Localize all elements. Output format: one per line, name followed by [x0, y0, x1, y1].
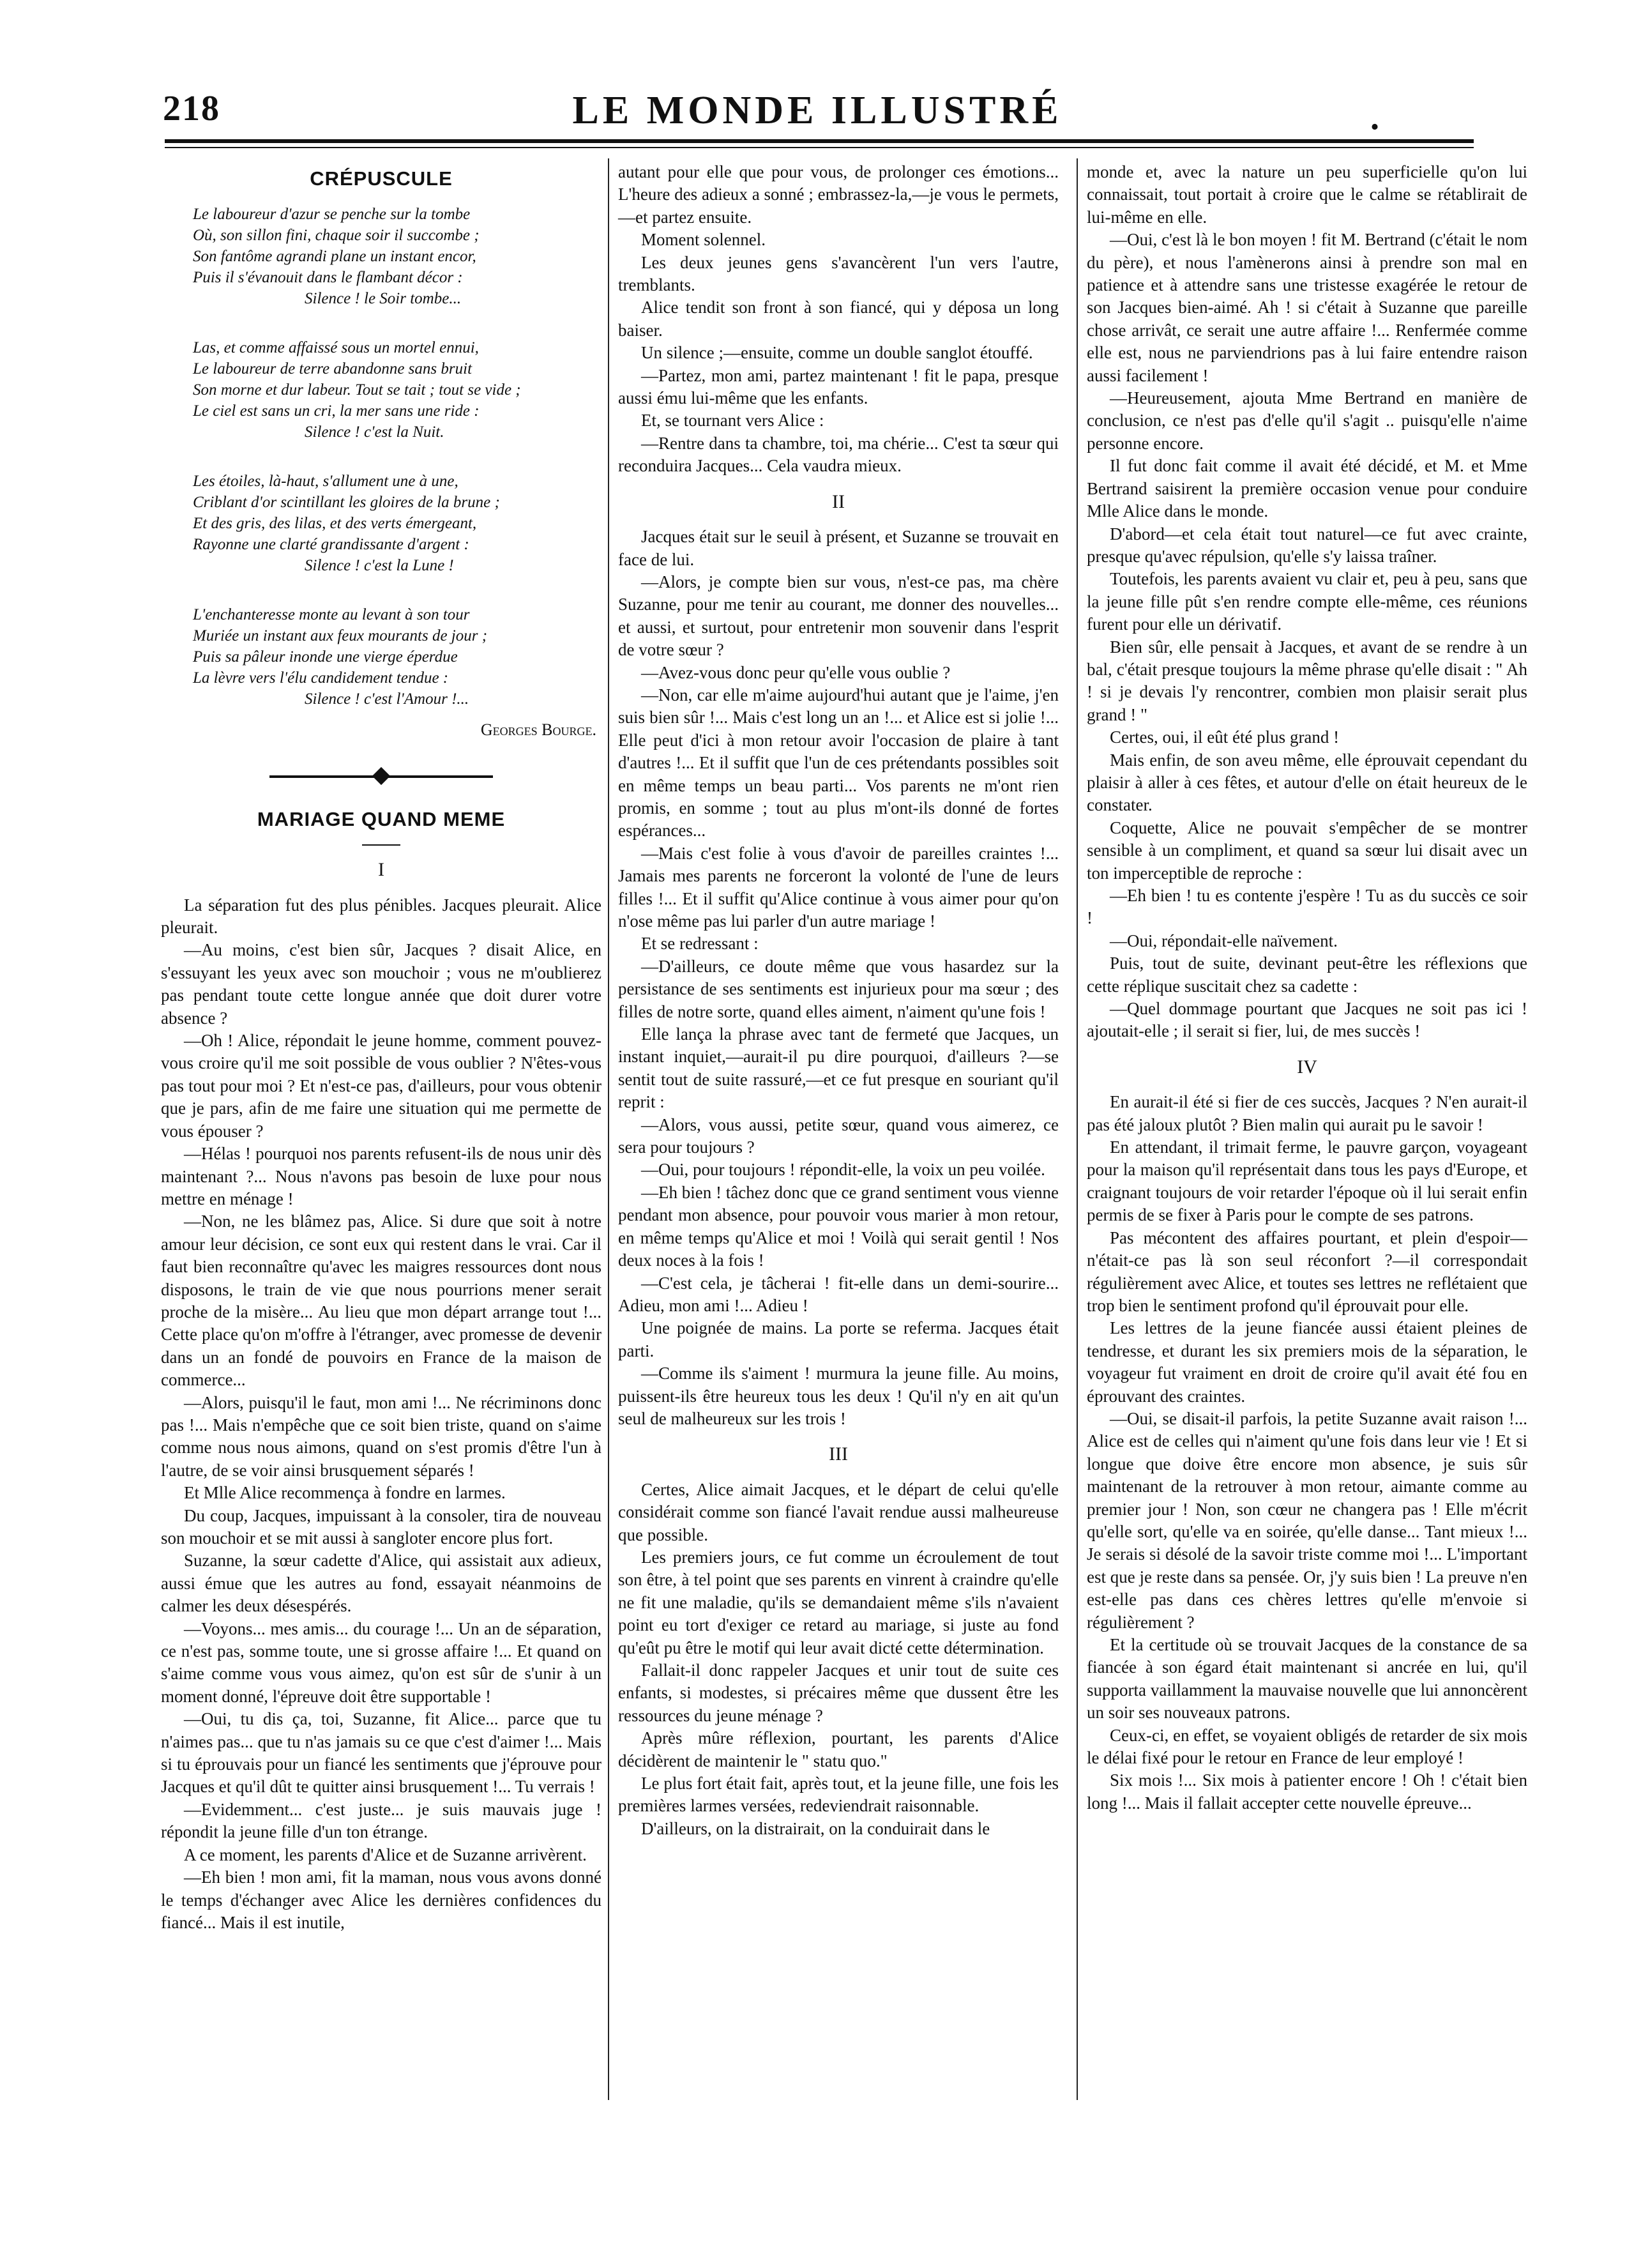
poem-line: Silence ! c'est la Nuit.: [305, 423, 444, 441]
poem-line: Son morne et dur labeur. Tout se tait ; tout se vide ;: [193, 381, 521, 399]
poem-line: Silence ! le Soir tombe...: [305, 290, 462, 308]
paragraph: Du coup, Jacques, impuissant à la consoler, tira de nouveau son mouchoir et se mit aussi à sangloter encore plus fort.: [161, 1505, 601, 1548]
poem-line: Où, son sillon fini, chaque soir il succombe ;: [193, 227, 480, 245]
paragraph: Alice tendit son front à son fiancé, qui y déposa un long baiser.: [618, 298, 1059, 340]
paragraph: Une poignée de mains. La porte se referma. Jacques était parti.: [618, 1318, 1059, 1360]
paragraph: Et, se tournant vers Alice :: [641, 411, 824, 430]
poem-line: Le laboureur de terre abandonne sans bruit: [193, 360, 473, 378]
paragraph: Elle lança la phrase avec tant de fermeté que Jacques, un instant inquiet,—aurait-il pu dire pourquoi, d'ailleurs ?—se sentit tout de suite rassuré,—et ce fut presque en souriant qu'il reprit :: [618, 1024, 1059, 1112]
column-separator: [1077, 158, 1078, 2100]
paragraph: —Rentre dans ta chambre, toi, ma chérie... C'est ta sœur qui reconduira Jacques... Cela vaudra mieux.: [618, 433, 1059, 476]
paragraph: —Non, car elle m'aime aujourd'hui autant que je l'aime, j'en suis bien sûr !... Mais c'est long un an !... et Alice est si jolie !... Elle peut d'ici à mon retour avoir l'occasion de plaire à tant d'autres !... Et il suffit que l'un de ces prétendants possibles soit en même temps un beau parti... Vos parents ne m'ont rien promis, en somme ; tout au plus m'ont-ils donné de fortes espérances...: [618, 685, 1059, 841]
paragraph: —Au moins, c'est bien sûr, Jacques ? disait Alice, en s'essuyant les yeux avec son mouchoir ; vous ne m'oublierez pas pendant toute cette longue année que doit durer votre absence ?: [161, 940, 601, 1028]
paragraph: Le plus fort était fait, après tout, et la jeune fille, une fois les premières larmes versées, redeviendrait raisonnable.: [618, 1774, 1059, 1816]
paragraph: Un silence ;—ensuite, comme un double sanglot étouffé.: [641, 343, 1033, 363]
poem-body: [193, 204, 601, 710]
poem-stanza: [193, 604, 601, 710]
paragraph: —Oui, répondait-elle naïvement.: [1110, 931, 1338, 950]
header-rule-thin: [165, 147, 1474, 148]
story-text: [1087, 1091, 1527, 1815]
section-heading: IV: [1297, 1056, 1317, 1077]
paragraph: En aurait-il été si fier de ces succès, Jacques ? N'en aurait-il pas été jaloux plutôt ? Bien malin qui aurait pu le savoir !: [1087, 1092, 1527, 1134]
paragraph: —Oui, pour toujours ! répondit-elle, la voix un peu voilée.: [641, 1160, 1045, 1180]
column-1: [161, 161, 601, 1934]
paragraph: —Alors, je compte bien sur vous, n'est-ce pas, ma chère Suzanne, pour me tenir au courant, me donner des nouvelles... et aussi, et surtout, pour entretenir mon souvenir dans l'esprit de votre sœur ?: [618, 572, 1059, 660]
poem-title: CRÉPUSCULE: [310, 167, 453, 190]
paragraph: La séparation fut des plus pénibles. Jacques pleurait. Alice pleurait.: [161, 895, 601, 938]
paragraph: Les lettres de la jeune fiancée aussi étaient pleines de tendresse, et durant les six premiers mois de la séparation, le voyageur fut vraiment en droit de croire qu'il avait été fou en éprouvant des craintes.: [1087, 1318, 1527, 1406]
paragraph: monde et, avec la nature un peu superficielle qu'on lui connaissait, tout portait à croire que le calme se rétablirait de lui-même en elle.: [1087, 162, 1527, 227]
page-number: 218: [163, 89, 220, 128]
paragraph: —Eh bien ! tâchez donc que ce grand sentiment vous vienne pendant mon absence, pour pouvoir vous marier à mon retour, en même temps qu'Alice et moi ! Voilà qui serait gentil ! Nos deux noces à la fois !: [618, 1182, 1059, 1270]
paragraph: A ce moment, les parents d'Alice et de Suzanne arrivèrent.: [184, 1845, 587, 1864]
paragraph: —Comme ils s'aiment ! murmura la jeune fille. Au moins, puissent-ils être heureux tous les deux ! Qu'il n'y en ait qu'un seul de malheureux sur les trois !: [618, 1364, 1059, 1428]
header-dot: .: [1370, 98, 1379, 137]
poem-stanza: [193, 204, 601, 309]
paragraph: D'ailleurs, on la distrairait, on la conduirait dans le: [641, 1818, 990, 1838]
paragraph: —Heureusement, ajouta Mme Bertrand en manière de conclusion, ce n'est pas d'elle qu'il s'agit .. puisqu'elle n'aime personne encore.: [1087, 388, 1527, 453]
paragraph: Fallait-il donc rappeler Jacques et unir tout de suite ces enfants, si modestes, si précaires même que dussent être les ressources du jeune ménage ?: [618, 1661, 1059, 1725]
paragraph: Bien sûr, elle pensait à Jacques, et avant de se rendre à un bal, c'était presque toujours la même phrase qu'elle disait : " Ah ! si je devais l'y rencontrer, combien mon plaisir serait plus grand ! ": [1087, 637, 1527, 724]
column-3: [1087, 161, 1527, 1815]
poem-stanza: [193, 471, 601, 576]
paragraph: —Evidemment... c'est juste... je suis mauvais juge ! répondit la jeune fille d'un ton étrange.: [161, 1799, 601, 1842]
poem-line: Silence ! c'est l'Amour !...: [305, 690, 469, 708]
paragraph: Coquette, Alice ne pouvait s'empêcher de se montrer sensible à un compliment, et quand sa sœur lui disait avec un ton imperceptible de reproche :: [1087, 818, 1527, 883]
story-title: MARIAGE QUAND MEME: [257, 807, 506, 830]
paragraph: Les premiers jours, ce fut comme un écroulement de tout son être, à tel point que ses parents en vinrent à craindre qu'elle ne fit une maladie, qu'ils se demandaient même s'ils n'avaient point eu tort d'exiger ce retard au mariage, si juste au fond qu'eût pu être le motif qui leur avait dicté cette détermination.: [618, 1547, 1059, 1657]
paragraph: —Oh ! Alice, répondait le jeune homme, comment pouvez-vous croire qu'il me soit possible de vous oublier ? N'êtes-vous pas tout pour moi ? Et n'est-ce pas, d'ailleurs, pour vous obtenir que je pars, afin de me faire une situation qui me permette de vous épouser ?: [161, 1031, 601, 1141]
paragraph: Et la certitude où se trouvait Jacques de la constance de sa fiancée à son égard était maintenant si ancrée en lui, qu'il supporta vaillamment la mauvaise nouvelle que lui annoncèrent un soir ses nouveaux patrons.: [1087, 1635, 1527, 1723]
paragraph: Et Mlle Alice recommença à fondre en larmes.: [184, 1483, 506, 1503]
poem-line: Puis il s'évanouit dans le flambant décor :: [193, 269, 463, 287]
section-heading: I: [378, 859, 384, 881]
paragraph: Mais enfin, de son aveu même, elle éprouvait cependant du plaisir à aller à ces fêtes, et autour d'elle on était heureux de le constater.: [1087, 750, 1527, 815]
paragraph: Six mois !... Six mois à patienter encore ! Oh ! c'était bien long !... Mais il fallait accepter cette nouvelle épreuve...: [1087, 1770, 1527, 1813]
paragraph: Pas mécontent des affaires pourtant, et plein d'espoir—n'était-ce pas là son seul réconfort ?—il correspondait régulièrement avec Alice, et toutes ses lettres ne reflétaient que trop bien le sentiment profond qu'il éprouvait pour elle.: [1087, 1228, 1527, 1315]
paragraph: —Oui, tu dis ça, toi, Suzanne, fit Alice... parce que tu n'aimes pas... que tu n'as jamais su ce que c'est d'aimer !... Mais si tu éprouvais pour un fiancé les sentiments que j'éprouve pour Jacques et qu'il dût te quitter ainsi brusquement !... Tu verrais !: [161, 1709, 601, 1797]
poem-line: Et des gris, des lilas, et des verts émergeant,: [193, 515, 477, 533]
paragraph: —C'est cela, je tâcherai ! fit-elle dans un demi-sourire... Adieu, mon ami !... Adieu !: [618, 1273, 1059, 1315]
paragraph: Certes, Alice aimait Jacques, et le départ de celui qu'elle considérait comme son fiancé l'avait rendue aussi malheureuse que possible.: [618, 1479, 1059, 1544]
paragraph: Puis, tout de suite, devinant peut-être les réflexions que cette réplique suscitait chez sa cadette :: [1087, 954, 1527, 996]
column-2: [618, 161, 1059, 1840]
page-header: [163, 88, 1472, 146]
poem-line: Puis sa pâleur inonde une vierge éperdue: [193, 648, 458, 666]
paragraph: —Alors, vous aussi, petite sœur, quand vous aimerez, ce sera pour toujours ?: [618, 1115, 1059, 1157]
paragraph: —Hélas ! pourquoi nos parents refusent-ils de nous unir dès maintenant ?... Nous n'avons pas besoin de luxe pour nous mettre en ménage !: [161, 1144, 601, 1208]
story-text: [618, 161, 1059, 478]
paragraph: —Alors, puisqu'il le faut, mon ami !... Ne récriminons donc pas !... Mais n'empêche que ce soit bien triste, quand on s'aime comme nous nous aimons, quand on s'est promis d'être l'un à l'autre, de se voir ainsi brusquement séparés !: [161, 1392, 601, 1480]
poem-line: Muriée un instant aux feux mourants de jour ;: [193, 627, 488, 645]
paragraph: —Avez-vous donc peur qu'elle vous oublie ?: [641, 662, 951, 682]
column-separator: [608, 158, 609, 2100]
story-text: [1087, 161, 1527, 1043]
story-text: [618, 526, 1059, 1430]
paragraph: Et se redressant :: [641, 934, 759, 954]
paragraph: —Voyons... mes amis... du courage !... Un an de séparation, ce n'est pas, somme toute, une si grosse affaire !... Et quand on s'aime comme vous vous aimez, qu'on est sûr de s'unir à un moment donné, l'épreuve doit être supportable !: [161, 1618, 601, 1706]
paragraph: —Quel dommage pourtant que Jacques ne soit pas ici ! ajoutait-elle ; il serait si fier, lui, de mes succès !: [1087, 999, 1527, 1041]
poem-line: Son fantôme agrandi plane un instant encor,: [193, 248, 476, 266]
section-heading: II: [832, 491, 845, 512]
paragraph: —Eh bien ! tu es contente j'espère ! Tu as du succès ce soir !: [1087, 886, 1527, 928]
poem-line: L'enchanteresse monte au levant à son tour: [193, 606, 470, 624]
story-text: [161, 894, 601, 1935]
paragraph: —Partez, mon ami, partez maintenant ! fit le papa, presque aussi ému lui-même que les enfants.: [618, 365, 1059, 408]
title-rule: [362, 844, 400, 846]
poem-line: Criblant d'or scintillant les gloires de la brune ;: [193, 494, 500, 512]
paragraph: —Oui, se disait-il parfois, la petite Suzanne avait raison !... Alice est de celles qui n'aiment qu'une fois dans leur vie ! Et si longue que doive être encore mon absence, je suis sûr maintenant de la retrouver à mon retour, aimante comme au premier jour ! Non, son cœur ne changera pas ! Elle m'écrit qu'elle sort, qu'elle va en soirée, qu'elle danse... Tant mieux !... Je serais si désolé de la savoir triste comme moi !... L'important est que je reste dans sa pensée. Or, j'y suis bien ! La preuve n'en est-elle pas dans ces chères lettres qu'elle m'envoie si régulièrement ?: [1087, 1408, 1527, 1632]
poem-signature: Georges Bourge.: [480, 720, 596, 740]
paragraph: autant pour elle que pour vous, de prolonger ces émotions... L'heure des adieux a sonné ; embrassez-la,—je vous le permets,—et partez ensuite.: [618, 162, 1059, 227]
paragraph: En attendant, il trimait ferme, le pauvre garçon, voyageant pour la maison qu'il représentait dans tous les pays d'Europe, et craignant toujours de voir retarder l'époque où il lui serait enfin permis de se fixer à Paris pour le compte de ses patrons.: [1087, 1138, 1527, 1225]
paragraph: Moment solennel.: [641, 230, 766, 250]
poem-line: Les étoiles, là-haut, s'allument une à une,: [193, 473, 458, 491]
paragraph: —Eh bien ! mon ami, fit la maman, nous vous avons donné le temps d'échanger avec Alice les dernières confidences du fiancé... Mais il est inutile,: [161, 1868, 601, 1932]
paragraph: Il fut donc fait comme il avait été décidé, et M. et Mme Bertrand saisirent la première occasion venue pour conduire Mlle Alice dans le monde.: [1087, 456, 1527, 521]
paragraph: D'abord—et cela était tout naturel—ce fut avec crainte, presque qu'avec répulsion, qu'elle s'y laissa traîner.: [1087, 524, 1527, 566]
story-text: [618, 1479, 1059, 1841]
masthead-title: LE MONDE ILLUSTRÉ: [572, 89, 1063, 132]
paragraph: Ceux-ci, en effet, se voyaient obligés de retarder de six mois le délai fixé pour le retour en France de leur employé !: [1087, 1725, 1527, 1768]
poem-line: Silence ! c'est la Lune !: [305, 557, 454, 575]
poem-line: Las, et comme affaissé sous un mortel ennui,: [193, 339, 479, 357]
paragraph: Suzanne, la sœur cadette d'Alice, qui assistait aux adieux, aussi émue que les autres au fond, essayait néanmoins de calmer les deux désespérés.: [161, 1551, 601, 1616]
poem-line: La lèvre vers l'élu candidement tendue :: [193, 669, 449, 687]
section-heading: III: [829, 1443, 848, 1465]
paragraph: Après mûre réflexion, pourtant, les parents d'Alice décidèrent de maintenir le " statu quo.": [618, 1728, 1059, 1770]
paragraph: —Oui, c'est là le bon moyen ! fit M. Bertrand (c'était le nom du père), et nous l'amènerons ainsi à prendre son mal en patience et à attendre sans une tristesse exagérée le retour de son Jacques bien-aimé. Ah ! si c'était à Suzanne que pareille chose arrivât, ce serait une autre affaire !... Renfermée comme elle est, nous ne parviendrions pas à lui faire entendre raison aussi facilement !: [1087, 230, 1527, 385]
paragraph: —Non, ne les blâmez pas, Alice. Si dure que soit à notre amour leur décision, ce sont eux qui restent dans le vrai. Car il faut bien reconnaître qu'avec les maigres ressources dont nous disposons, le train de vie que nous pourrions mener serait proche de la misère... Au lieu que mon départ arrange tout !... Cette place qu'on m'offre à l'étranger, avec promesse de devenir dans un an fondé de pouvoirs en France de la maison de commerce...: [161, 1212, 601, 1390]
poem-line: Le laboureur d'azur se penche sur la tombe: [193, 206, 471, 224]
paragraph: —Mais c'est folie à vous d'avoir de pareilles craintes !... Jamais mes parents ne forceront la volonté de l'une de leurs filles !... Et il suffit qu'Alice continue à vous aimer pour qu'on n'ose même pas lui parler d'un autre mariage !: [618, 843, 1059, 931]
poem-line: Le ciel est sans un cri, la mer sans une ride :: [193, 402, 480, 420]
poem-line: Rayonne une clarté grandissante d'argent :: [193, 536, 469, 554]
ornament-divider: [161, 767, 601, 786]
poem-stanza: [193, 337, 601, 443]
paragraph: Jacques était sur le seuil à présent, et Suzanne se trouvait en face de lui.: [618, 527, 1059, 569]
paragraph: —D'ailleurs, ce doute même que vous hasardez sur la persistance de ses sentiments est injurieux pour ma sœur ; des filles de notre sorte, quand elles aiment, n'aiment qu'une fois !: [618, 956, 1059, 1021]
paragraph: Certes, oui, il eût été plus grand !: [1110, 727, 1340, 747]
header-rule-thick: [165, 139, 1474, 143]
paragraph: Toutefois, les parents avaient vu clair et, peu à peu, sans que la jeune fille pût s'en rendre compte elle-même, ces réunions furent pour elle un dérivatif.: [1087, 569, 1527, 634]
paragraph: Les deux jeunes gens s'avancèrent l'un vers l'autre, tremblants.: [618, 252, 1059, 295]
